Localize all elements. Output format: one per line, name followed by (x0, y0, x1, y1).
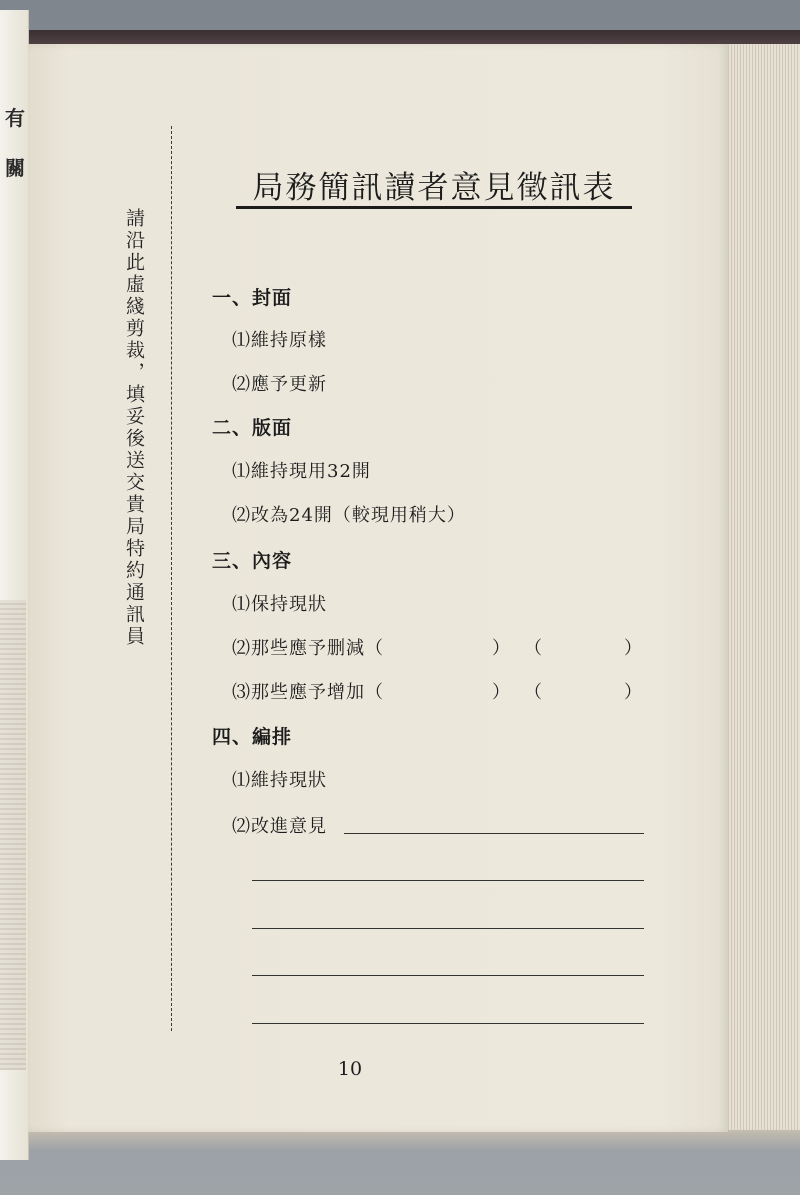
option-format-keep-32[interactable]: ⑴維持現用32開 (232, 461, 371, 482)
form-title: 局務簡訊讀者意見徵訊表 (252, 170, 616, 206)
title-underline (236, 206, 632, 209)
page-number: 10 (337, 1058, 363, 1080)
suggestion-line[interactable] (252, 975, 644, 976)
paren-close: ） (492, 682, 510, 703)
option-content-add[interactable]: ⑶那些應予增加（ (232, 682, 384, 703)
previous-page-char-2: 關 (5, 156, 25, 180)
option-cover-update[interactable]: ⑵應予更新 (232, 374, 327, 395)
paren-close: ） (624, 682, 642, 703)
dashed-cut-line (171, 126, 172, 1031)
paren-open: （ (524, 682, 542, 703)
suggestion-line[interactable] (252, 880, 644, 881)
suggestion-line[interactable] (252, 928, 644, 929)
section-heading-layout: 四、編排 (212, 726, 293, 748)
option-content-reduce[interactable]: ⑵那些應予删減（ (232, 638, 384, 659)
previous-page-edge (0, 10, 29, 1160)
paren-close: ） (492, 638, 510, 659)
previous-page-text-strip (0, 600, 26, 1070)
paren-close: ） (624, 638, 642, 659)
option-content-keep[interactable]: ⑴保持現狀 (232, 594, 327, 615)
section-heading-format: 二、版面 (212, 417, 293, 439)
page-stack-edges (726, 44, 800, 1139)
option-layout-suggestions[interactable]: ⑵改進意見 (232, 816, 327, 837)
section-heading-content: 三、內容 (212, 550, 293, 572)
option-format-change-24[interactable]: ⑵改為24開（較現用稍大） (232, 505, 466, 526)
suggestion-line[interactable] (344, 833, 644, 834)
option-cover-keep[interactable]: ⑴維持原樣 (232, 330, 327, 351)
cut-instruction-text: 請沿此虛綫剪裁，填妥後送交貴局特約通訊員 (123, 208, 145, 648)
section-heading-cover: 一、封面 (212, 287, 293, 309)
page-bottom-shadow (28, 1130, 800, 1150)
suggestion-line[interactable] (252, 1023, 644, 1024)
previous-page-char-1: 有 (5, 106, 25, 130)
paren-open: （ (524, 638, 542, 659)
option-layout-keep[interactable]: ⑴維持現狀 (232, 770, 327, 791)
